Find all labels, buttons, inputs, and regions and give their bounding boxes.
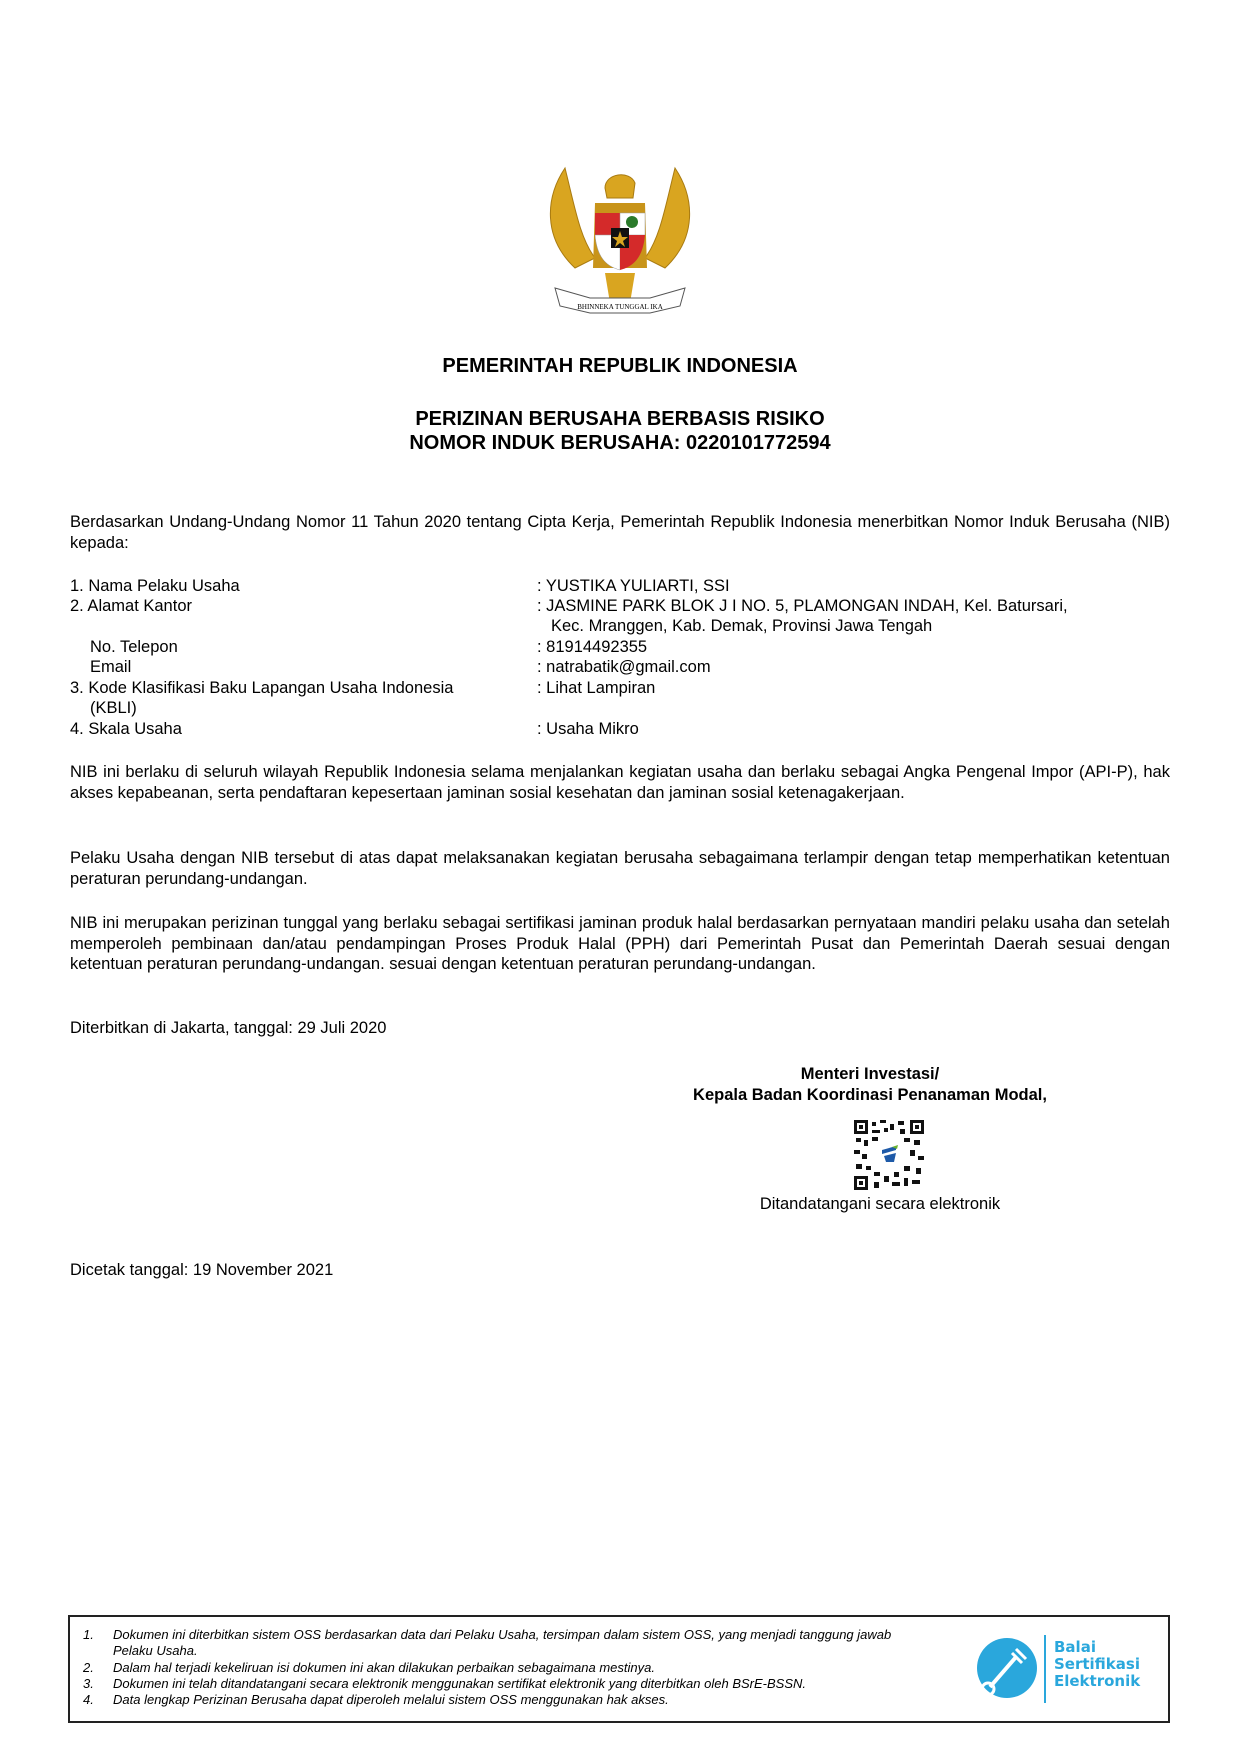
field-label-nama: 1. Nama Pelaku Usaha [70, 577, 240, 595]
footer-notes-box [68, 1615, 1170, 1723]
field-value-alamat: : JASMINE PARK BLOK J I NO. 5, PLAMONGAN INDAH, Kel. Batursari, [537, 597, 1068, 615]
field-label-skala: 4. Skala Usaha [70, 720, 182, 738]
paragraph-halal: NIB ini merupakan perizinan tunggal yang berlaku sebagai sertifikasi jaminan produk halal berdasarkan pernyataan mandiri pelaku usaha dan setelah memperoleh pembinaan dan/atau pendampingan Proses Produk Halal (PPH) dari Pemerintah Pusat dan Pemerintah Daerah sesuai dengan ketentuan peraturan perundang-undangan. sesuai dengan ketentuan peraturan perundang-undangan. [70, 914, 1170, 973]
field-label-email: Email [90, 658, 132, 676]
field-label-kbli-cont: (KBLI) [90, 699, 137, 717]
bsre-logo [976, 1629, 1146, 1713]
bsre-logo-text [1054, 1639, 1140, 1690]
government-title: PEMERINTAH REPUBLIK INDONESIA [442, 355, 798, 377]
bsre-line1: Balai [1054, 1638, 1096, 1656]
note-text: Dokumen ini telah ditandatangani secara elektronik menggunakan sertifikat elektronik yang diterbitkan oleh BSrE-BSSN. [113, 1676, 806, 1691]
field-label-alamat: 2. Alamat Kantor [70, 597, 192, 615]
note-number: 2. [83, 1660, 94, 1675]
issued-date: Diterbitkan di Jakarta, tanggal: 29 Juli 2020 [70, 1019, 387, 1037]
note-number: 3. [83, 1676, 94, 1691]
signer-title-line2: Kepala Badan Koordinasi Penanaman Modal, [693, 1086, 1047, 1104]
field-value-telepon: : 81914492355 [537, 638, 648, 656]
note-item-cont [113, 1643, 198, 1659]
note-number: 4. [83, 1692, 94, 1707]
bsre-line3: Elektronik [1054, 1672, 1141, 1690]
note-text: Data lengkap Perizinan Berusaha dapat diperoleh melalui sistem OSS menggunakan hak akses. [113, 1692, 669, 1707]
note-text-cont: Pelaku Usaha. [113, 1643, 198, 1658]
printed-date: Dicetak tanggal: 19 November 2021 [70, 1261, 334, 1279]
garuda-pancasila-emblem [535, 158, 705, 328]
field-label-telepon: No. Telepon [90, 638, 178, 656]
bsre-line2: Sertifikasi [1054, 1655, 1140, 1673]
emblem-motto: BHINNEKA TUNGGAL IKA [577, 303, 663, 311]
field-value-skala: : Usaha Mikro [537, 720, 639, 738]
field-value-alamat-cont: Kec. Mranggen, Kab. Demak, Provinsi Jawa Tengah [551, 617, 933, 635]
field-value-nama: : YUSTIKA YULIARTI, SSI [537, 577, 730, 595]
intro-paragraph: Berdasarkan Undang-Undang Nomor 11 Tahun 2020 tentang Cipta Kerja, Pemerintah Republik Indonesia menerbitkan Nomor Induk Berusaha (NIB) kepada: [70, 513, 1170, 552]
field-label-kbli: 3. Kode Klasifikasi Baku Lapangan Usaha Indonesia [70, 679, 454, 697]
document-title: PERIZINAN BERUSAHA BERBASIS RISIKO [415, 408, 825, 430]
note-text: Dalam hal terjadi kekeliruan isi dokumen ini akan dilakukan perbaikan sebagaimana mestinya. [113, 1660, 655, 1675]
field-value-kbli: : Lihat Lampiran [537, 679, 656, 697]
qr-code-icon[interactable] [854, 1120, 924, 1190]
field-value-email: : natrabatik@gmail.com [537, 658, 711, 676]
signer-title-line1: Menteri Investasi/ [800, 1065, 940, 1083]
electronically-signed-label: Ditandatangani secara elektronik [759, 1195, 1001, 1213]
bsre-divider [1044, 1635, 1046, 1703]
note-text: Dokumen ini diterbitkan sistem OSS berdasarkan data dari Pelaku Usaha, tersimpan dalam sistem OSS, yang menjadi tanggung jawab [113, 1627, 892, 1642]
key-icon [976, 1637, 1038, 1699]
paragraph-activities: Pelaku Usaha dengan NIB tersebut di atas dapat melaksanakan kegiatan berusaha sebagaimana terlampir dengan tetap memperhatikan ketentuan peraturan perundang-undangan. [70, 849, 1170, 888]
paragraph-validity: NIB ini berlaku di seluruh wilayah Republik Indonesia selama menjalankan kegiatan usaha dan berlaku sebagai Angka Pengenal Impor (API-P), hak akses kepabeanan, serta pendaftaran kepesertaan jaminan sosial kesehatan dan jaminan sosial ketenagakerjaan. [70, 763, 1170, 802]
note-number: 1. [83, 1627, 94, 1642]
nib-number: NOMOR INDUK BERUSAHA: 0220101772594 [409, 432, 831, 454]
